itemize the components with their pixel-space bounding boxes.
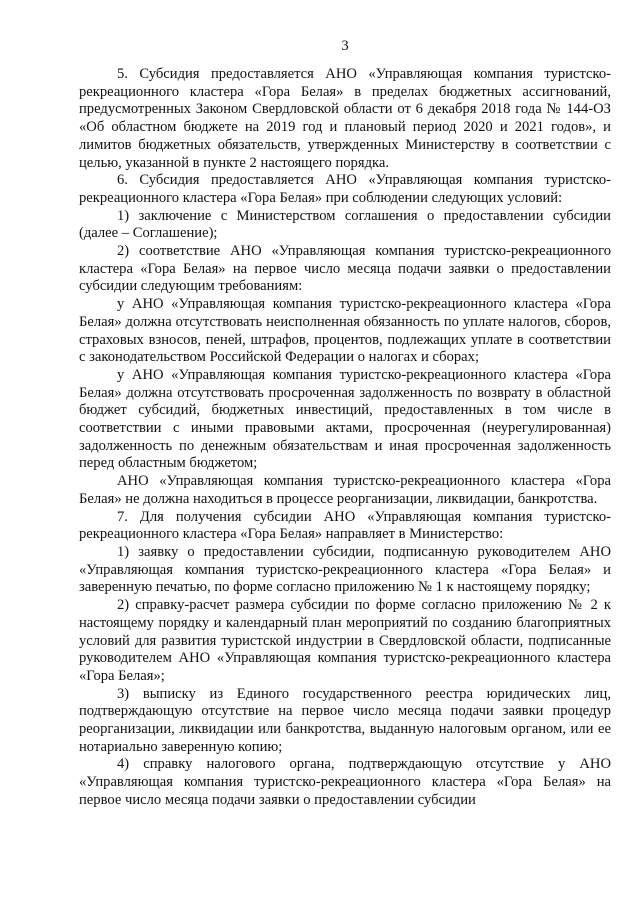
paragraph-6-condition-1: 1) заключение с Министерством соглашения о предоставлении субсидии (далее – Соглашение); xyxy=(79,207,611,242)
paragraph-6-condition-2: 2) соответствие АНО «Управляющая компания туристско-рекреационного кластера «Гора Белая» на первое число месяца подачи заявки о предоставлении субсидии следующим требованиям: xyxy=(79,243,611,295)
paragraph-7-document-4: 4) справку налогового органа, подтверждающую отсутствие у АНО «Управляющая компания туристско-рекреационного кластера «Гора Белая» на первое число месяца подачи заявки о предоставлении субсидии xyxy=(79,756,611,808)
requirement-no-tax-debt: у АНО «Управляющая компания туристско-рекреационного кластера «Гора Белая» должна отсутствовать неисполненная обязанность по уплате налогов, сборов, страховых взносов, пеней, штрафов, процентов, подлежащих уплате в соответствии с законодательством Российской Федерации о налогах и сборах; xyxy=(79,296,611,366)
paragraph-7-document-3: 3) выписку из Единого государственного реестра юридических лиц, подтверждающую отсутствие на первое число месяца подачи заявки процедур реорганизации, ликвидации или банкротства, выданную налоговым органом, или ее нотариально заверенную копию; xyxy=(79,685,611,755)
requirement-no-reorganization: АНО «Управляющая компания туристско-рекреационного кластера «Гора Белая» не должна находиться в процессе реорганизации, ликвидации, банкротства. xyxy=(79,473,611,507)
paragraph-7-documents-intro: 7. Для получения субсидии АНО «Управляющая компания туристско-рекреационного кластера «Гора Белая» направляет в Министерство: xyxy=(79,508,611,543)
document-body xyxy=(79,66,611,810)
requirement-no-budget-arrears: у АНО «Управляющая компания туристско-рекреационного кластера «Гора Белая» должна отсутствовать просроченная задолженность по возврату в областной бюджет субсидий, бюджетных инвестиций, предоставленных в том числе в соответствии с иными правовыми актами, просроченная (неурегулированная) задолженность по денежным обязательствам и иная просроченная задолженность перед областным бюджетом; xyxy=(79,366,611,472)
paragraph-7-document-1: 1) заявку о предоставлении субсидии, подписанную руководителем АНО «Управляющая компания туристско-рекреационного кластера «Гора Белая» и заверенную печатью, по форме согласно приложению № 1 к настоящему порядку; xyxy=(79,543,611,596)
paragraph-6-conditions-intro: 6. Субсидия предоставляется АНО «Управляющая компания туристско-рекреационного кластера «Гора Белая» при соблюдении следующих условий: xyxy=(79,172,611,206)
paragraph-5-subsidy-limits: 5. Субсидия предоставляется АНО «Управляющая компания туристско-рекреационного кластера «Гора Белая» в пределах бюджетных ассигнований, предусмотренных Законом Свердловской области от 6 декабря 2018 года № 144-ОЗ «Об областном бюджете на 2019 год и плановый период 2020 и 2021 годов», и лимитов бюджетных обязательств, утвержденных Министерству в соответствии с целью, указанной в пункте 2 настоящего порядка. xyxy=(79,66,611,171)
page-number: 3 xyxy=(341,38,349,54)
paragraph-7-document-2: 2) справку-расчет размера субсидии по форме согласно приложению № 2 к настоящему порядку и календарный план мероприятий по созданию благоприятных условий для развития туристской индустрии в Свердловской области, подписанные руководителем АНО «Управляющая компания туристско-рекреационного кластера «Гора Белая»; xyxy=(79,597,611,684)
